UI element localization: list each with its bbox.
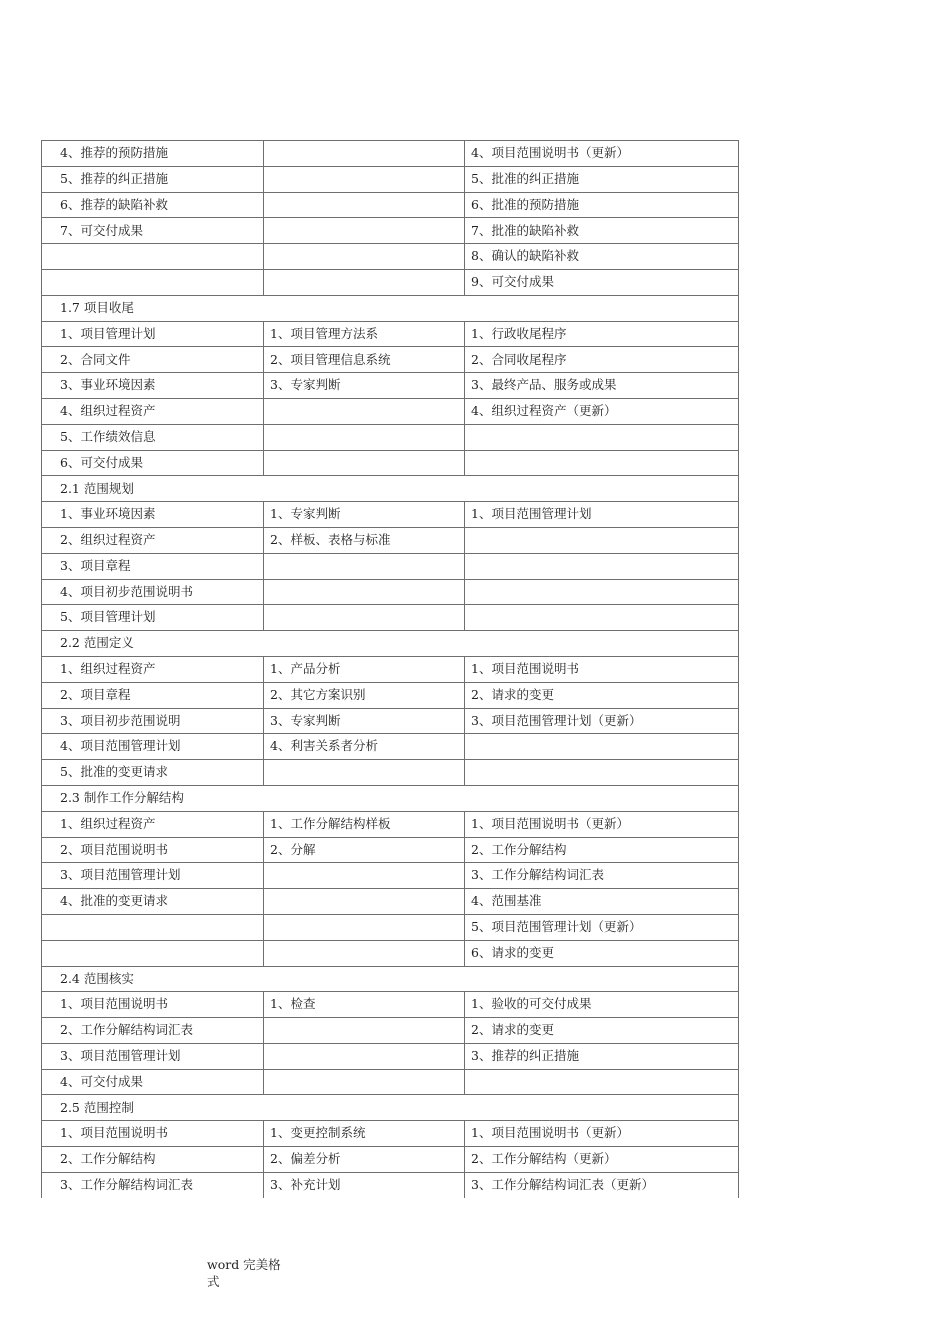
input-cell: 2、工作分解结构词汇表 [42,1018,264,1044]
tool-cell: 2、其它方案识别 [264,682,465,708]
table-row [42,889,739,915]
input-cell: 1、事业环境因素 [42,502,264,528]
input-cell: 1、项目管理计划 [42,321,264,347]
section-title: 2.5 范围控制 [42,1095,739,1121]
input-cell: 5、项目管理计划 [42,605,264,631]
output-cell: 1、行政收尾程序 [465,321,739,347]
output-cell: 1、验收的可交付成果 [465,992,739,1018]
input-cell: 5、工作绩效信息 [42,424,264,450]
table-row [42,347,739,373]
table-row [42,424,739,450]
tool-cell: 3、专家判断 [264,373,465,399]
output-cell [465,605,739,631]
tool-cell: 2、样板、表格与标准 [264,527,465,553]
section-header-row [42,1095,739,1121]
table-row [42,244,739,270]
section-title: 1.7 项目收尾 [42,295,739,321]
input-cell: 1、项目范围说明书 [42,992,264,1018]
output-cell: 8、确认的缺陷补救 [465,244,739,270]
input-cell: 1、组织过程资产 [42,811,264,837]
output-cell: 3、推荐的纠正措施 [465,1043,739,1069]
tool-cell [264,940,465,966]
input-cell: 2、合同文件 [42,347,264,373]
input-cell: 1、组织过程资产 [42,656,264,682]
output-cell [465,1069,739,1095]
table-row [42,1069,739,1095]
input-cell [42,940,264,966]
output-cell: 5、项目范围管理计划（更新） [465,914,739,940]
output-cell: 3、工作分解结构词汇表（更新） [465,1172,739,1197]
tool-cell: 3、补充计划 [264,1172,465,1197]
tool-cell [264,450,465,476]
output-cell [465,450,739,476]
table-row [42,1043,739,1069]
output-cell: 1、项目范围说明书（更新） [465,811,739,837]
tool-cell [264,269,465,295]
table-row [42,656,739,682]
input-cell: 6、推荐的缺陷补救 [42,192,264,218]
table-row [42,192,739,218]
output-cell [465,734,739,760]
section-header-row [42,966,739,992]
table-row [42,811,739,837]
output-cell: 3、工作分解结构词汇表 [465,863,739,889]
output-cell: 1、项目范围说明书 [465,656,739,682]
tool-cell [264,1069,465,1095]
table-row [42,708,739,734]
tool-cell [264,1018,465,1044]
input-cell: 4、可交付成果 [42,1069,264,1095]
tool-cell [264,553,465,579]
table-row [42,940,739,966]
table-row [42,605,739,631]
tool-cell: 2、项目管理信息系统 [264,347,465,373]
input-cell: 3、项目章程 [42,553,264,579]
tool-cell [264,398,465,424]
section-title: 2.4 范围核实 [42,966,739,992]
section-header-row [42,476,739,502]
table-row [42,321,739,347]
tool-cell [264,141,465,167]
input-cell: 3、项目范围管理计划 [42,1043,264,1069]
table-row [42,734,739,760]
tool-cell: 3、专家判断 [264,708,465,734]
output-cell: 9、可交付成果 [465,269,739,295]
output-cell: 2、工作分解结构 [465,837,739,863]
section-title: 2.2 范围定义 [42,631,739,657]
tool-cell [264,218,465,244]
output-cell: 2、请求的变更 [465,1018,739,1044]
table-row [42,218,739,244]
output-cell: 4、项目范围说明书（更新） [465,141,739,167]
input-cell: 4、项目范围管理计划 [42,734,264,760]
input-cell: 1、项目范围说明书 [42,1121,264,1147]
output-cell: 4、范围基准 [465,889,739,915]
input-cell [42,914,264,940]
output-cell: 2、工作分解结构（更新） [465,1147,739,1173]
input-cell: 2、项目范围说明书 [42,837,264,863]
input-cell: 3、工作分解结构词汇表 [42,1172,264,1197]
tool-cell [264,889,465,915]
tool-cell: 2、分解 [264,837,465,863]
table-row [42,141,739,167]
output-cell: 4、组织过程资产（更新） [465,398,739,424]
tool-cell [264,244,465,270]
tool-cell: 1、专家判断 [264,502,465,528]
section-header-row [42,295,739,321]
tool-cell [264,192,465,218]
output-cell: 3、最终产品、服务或成果 [465,373,739,399]
table-row [42,863,739,889]
table-row [42,992,739,1018]
output-cell: 1、项目范围说明书（更新） [465,1121,739,1147]
tool-cell: 1、工作分解结构样板 [264,811,465,837]
tool-cell: 1、检查 [264,992,465,1018]
tool-cell [264,579,465,605]
input-cell: 2、项目章程 [42,682,264,708]
output-cell: 2、合同收尾程序 [465,347,739,373]
table-row [42,398,739,424]
section-title: 2.3 制作工作分解结构 [42,785,739,811]
output-cell: 2、请求的变更 [465,682,739,708]
input-cell: 6、可交付成果 [42,450,264,476]
tool-cell [264,605,465,631]
input-cell: 4、项目初步范围说明书 [42,579,264,605]
table-row [42,269,739,295]
output-cell: 1、项目范围管理计划 [465,502,739,528]
table-row [42,682,739,708]
process-table [41,140,739,1198]
section-title: 2.1 范围规划 [42,476,739,502]
table-row [42,450,739,476]
input-cell: 2、组织过程资产 [42,527,264,553]
table-row [42,914,739,940]
output-cell: 6、批准的预防措施 [465,192,739,218]
tool-cell: 2、偏差分析 [264,1147,465,1173]
tool-cell [264,760,465,786]
table-row [42,1147,739,1173]
table-row [42,1121,739,1147]
tool-cell [264,914,465,940]
table-row [42,579,739,605]
output-cell [465,760,739,786]
tool-cell [264,166,465,192]
tool-cell: 1、变更控制系统 [264,1121,465,1147]
output-cell [465,527,739,553]
output-cell: 7、批准的缺陷补救 [465,218,739,244]
page-footer: word 完美格式 [207,1257,281,1289]
tool-cell: 1、产品分析 [264,656,465,682]
tool-cell: 1、项目管理方法系 [264,321,465,347]
input-cell: 3、项目初步范围说明 [42,708,264,734]
input-cell: 3、事业环境因素 [42,373,264,399]
input-cell [42,269,264,295]
tool-cell [264,1043,465,1069]
input-cell: 5、批准的变更请求 [42,760,264,786]
table-row [42,760,739,786]
input-cell: 4、批准的变更请求 [42,889,264,915]
tool-cell [264,424,465,450]
table-row [42,837,739,863]
input-cell: 4、组织过程资产 [42,398,264,424]
output-cell: 6、请求的变更 [465,940,739,966]
table-row [42,1018,739,1044]
input-cell: 2、工作分解结构 [42,1147,264,1173]
output-cell: 5、批准的纠正措施 [465,166,739,192]
output-cell [465,553,739,579]
input-cell: 3、项目范围管理计划 [42,863,264,889]
input-cell [42,244,264,270]
table-row [42,527,739,553]
input-cell: 7、可交付成果 [42,218,264,244]
output-cell: 3、项目范围管理计划（更新） [465,708,739,734]
output-cell [465,579,739,605]
output-cell [465,424,739,450]
tool-cell: 4、利害关系者分析 [264,734,465,760]
input-cell: 5、推荐的纠正措施 [42,166,264,192]
table-row [42,166,739,192]
tool-cell [264,863,465,889]
table-row [42,502,739,528]
table-row [42,373,739,399]
table-row [42,1172,739,1197]
input-cell: 4、推荐的预防措施 [42,141,264,167]
section-header-row [42,785,739,811]
table-row [42,553,739,579]
section-header-row [42,631,739,657]
